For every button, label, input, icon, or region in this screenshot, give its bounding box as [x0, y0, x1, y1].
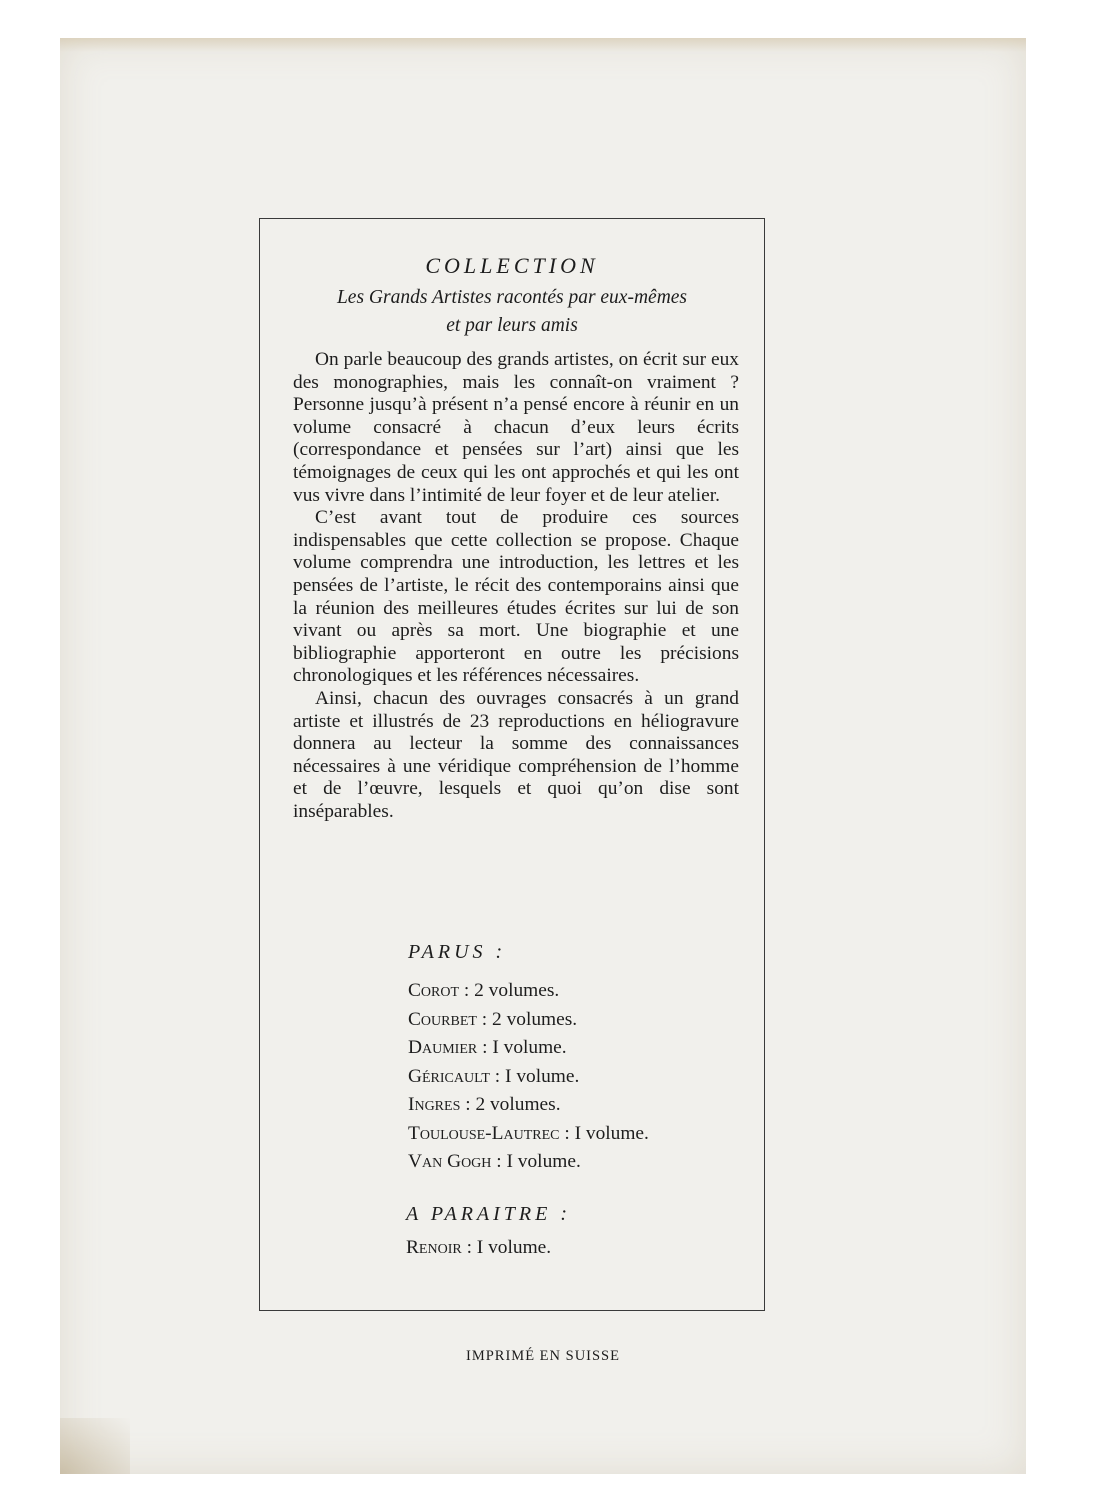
volume-count: : 2 volumes. [476, 1008, 578, 1030]
artist-name: Daumier [408, 1037, 478, 1058]
paragraph: On parle beaucoup des grands artistes, on écrit sur eux des monographies, mais les connaît-on vraiment ? Personne jusqu’à présent n’a pensé encore à réunir en un volume consacré à chacun d’eux leurs écrits (correspondance et pensées sur l’art) ainsi que les témoignages de ceux qui les ont approchés et qui les ont vus vivre dans l’intimité de leur foyer et de leur atelier. [293, 349, 739, 506]
paper-stain [60, 1418, 130, 1474]
artist-name: Ingres [408, 1094, 461, 1115]
list-item [406, 1237, 551, 1259]
list-item [408, 1063, 649, 1092]
volume-count: : I volume. [461, 1237, 552, 1258]
list-item [408, 977, 649, 1006]
list-item [408, 1148, 649, 1177]
artist-name: Courbet [408, 1008, 477, 1030]
volume-count: : 2 volumes. [460, 1094, 561, 1115]
artist-name: Van Gogh [408, 1151, 492, 1172]
collection-description [293, 349, 739, 823]
book-back-cover [60, 38, 1026, 1474]
collection-subtitle-line2: et par leurs amis [446, 315, 578, 336]
list-item [408, 1120, 649, 1149]
collection-notice-box [259, 218, 765, 1311]
volume-count: : I volume. [559, 1122, 649, 1144]
collection-heading: COLLECTION [425, 253, 599, 278]
upcoming-heading: A PARAITRE : [406, 1203, 572, 1225]
volume-count: : I volume. [491, 1151, 581, 1172]
artist-name: Géricault [408, 1065, 490, 1087]
published-heading: PARUS : [408, 941, 507, 963]
artist-name: Toulouse-Lautrec [408, 1122, 560, 1144]
list-item [408, 1091, 649, 1120]
collection-subtitle-line1: Les Grands Artistes racontés par eux-mêmes [336, 287, 688, 308]
paragraph: C’est avant tout de produire ces sources indispensables que cette collection se propose. Chaque volume comprendra une introduction, les lettres et les pensées de l’artiste, le récit des contemporains ainsi que la réunion des meilleures études écrites sur lui de son vivant ou après sa mort. Une biographie et une bibliographie apporteront en outre les précisions chronologiques et les références nécessaires. [293, 507, 739, 687]
list-item [408, 1006, 649, 1035]
published-list [408, 977, 649, 1177]
artist-name: Renoir [406, 1237, 462, 1258]
printer-imprint: IMPRIMÉ EN SUISSE [466, 1348, 620, 1364]
artist-name: Corot [408, 980, 460, 1001]
list-item [408, 1034, 649, 1063]
paragraph: Ainsi, chacun des ouvrages consacrés à un grand artiste et illustrés de 23 reproductions en héliogravure donnera au lecteur la somme des connaissances nécessaires à une véridique compréhension de l’homme et de l’œuvre, lesquels et quoi qu’on dise sont inséparables. [293, 687, 739, 822]
volume-count: : I volume. [477, 1037, 567, 1058]
upcoming-list [406, 1237, 551, 1259]
volume-count: : I volume. [489, 1065, 580, 1087]
volume-count: : 2 volumes. [459, 980, 560, 1001]
